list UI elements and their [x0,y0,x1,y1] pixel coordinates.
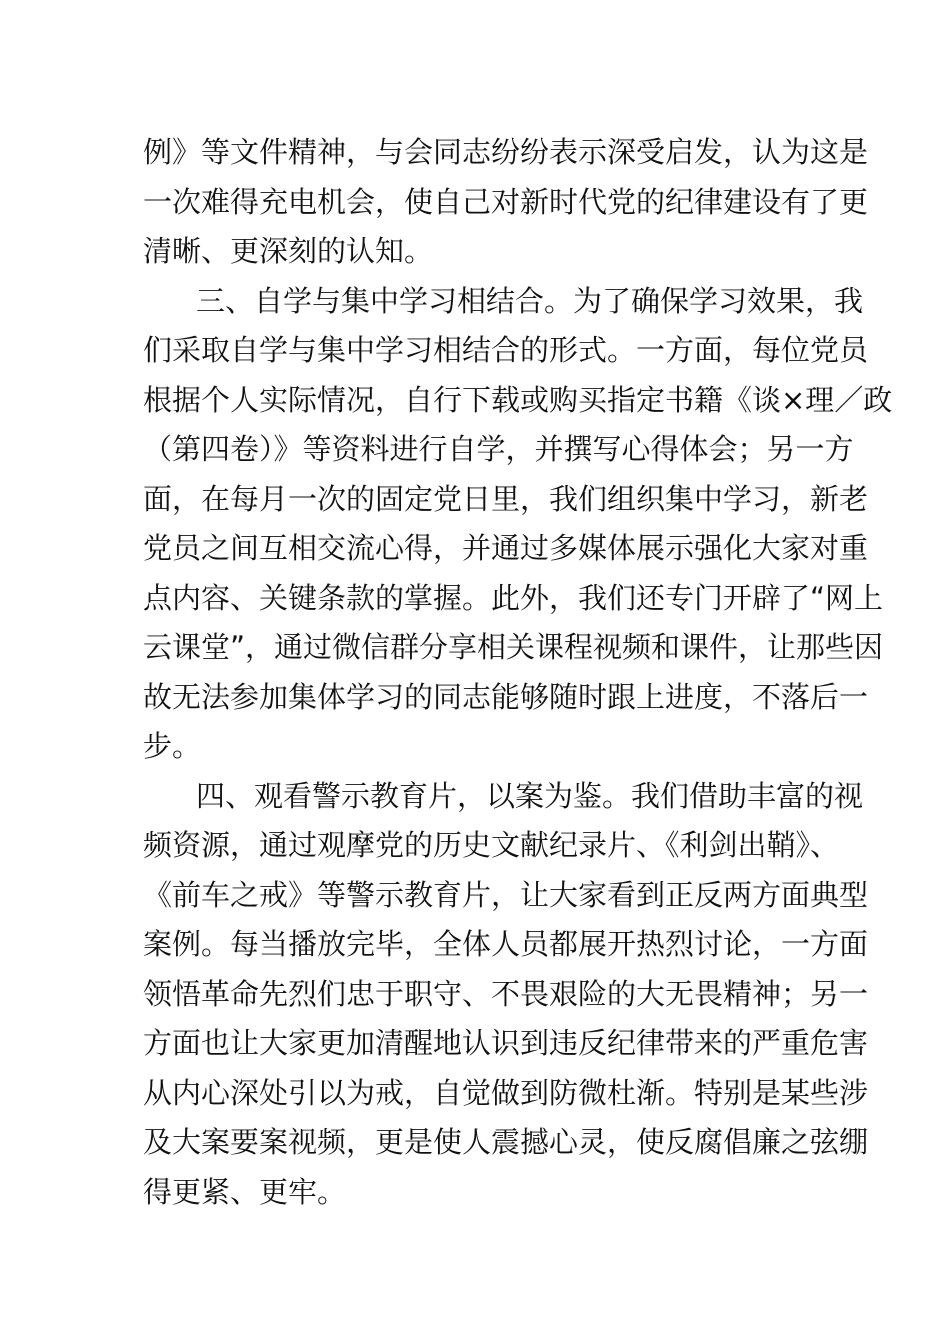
text-line: 《前车之戒》等警示教育片，让大家看到正反两方面典型 [143,878,869,912]
text-line: 云课堂”，通过微信群分享相关课程视频和课件，让那些因 [143,630,884,664]
text-line: 例》等文件精神，与会同志纷纷表示深受启发，认为这是 [143,135,869,169]
text-line: 从内心深处引以为戒，自觉做到防微杜渐。特别是某些涉 [143,1076,869,1110]
text-line: 步。 [143,729,202,763]
text-line: 及大案要案视频，更是使人震撼心灵，使反腐倡廉之弦绷 [143,1125,869,1159]
text-line: 面，在每月一次的固定党日里，我们组织集中学习，新老 [143,482,869,516]
text-line: 案例。每当播放完毕，全体人员都展开热烈讨论，一方面 [143,927,869,961]
text-line: 故无法参加集体学习的同志能够随时跟上进度，不落后一 [143,680,869,714]
text-line: 一次难得充电机会，使自己对新时代党的纪律建设有了更 [143,185,869,219]
text-line: 点内容、关键条款的掌握。此外，我们还专门开辟了“网上 [143,581,884,615]
text-line: 频资源，通过观摩党的历史文献纪录片、《利剑出鞘》、 [143,828,840,862]
text-line: 清晰、更深刻的认知。 [143,234,434,268]
text-line: 根据个人实际情况，自行下载或购买指定书籍《谈×理／政 [143,383,893,417]
paragraph-heading-line: 三、自学与集中学习相结合。为了确保学习效果，我 [196,284,864,318]
text-line: 领悟革命先烈们忠于职守、不畏艰险的大无畏精神；另一 [143,977,869,1011]
text-line: 们采取自学与集中学习相结合的形式。一方面，每位党员 [143,333,869,367]
paragraph-heading-line: 四、观看警示教育片，以案为鉴。我们借助丰富的视 [196,779,864,813]
text-line: （第四卷）》等资料进行自学，并撰写心得体会；另一方 [143,432,854,466]
text-line: 党员之间互相交流心得，并通过多媒体展示强化大家对重 [143,531,869,565]
text-line: 得更紧、更牢。 [143,1175,347,1209]
text-line: 方面也让大家更加清醒地认识到违反纪律带来的严重危害 [143,1026,869,1060]
